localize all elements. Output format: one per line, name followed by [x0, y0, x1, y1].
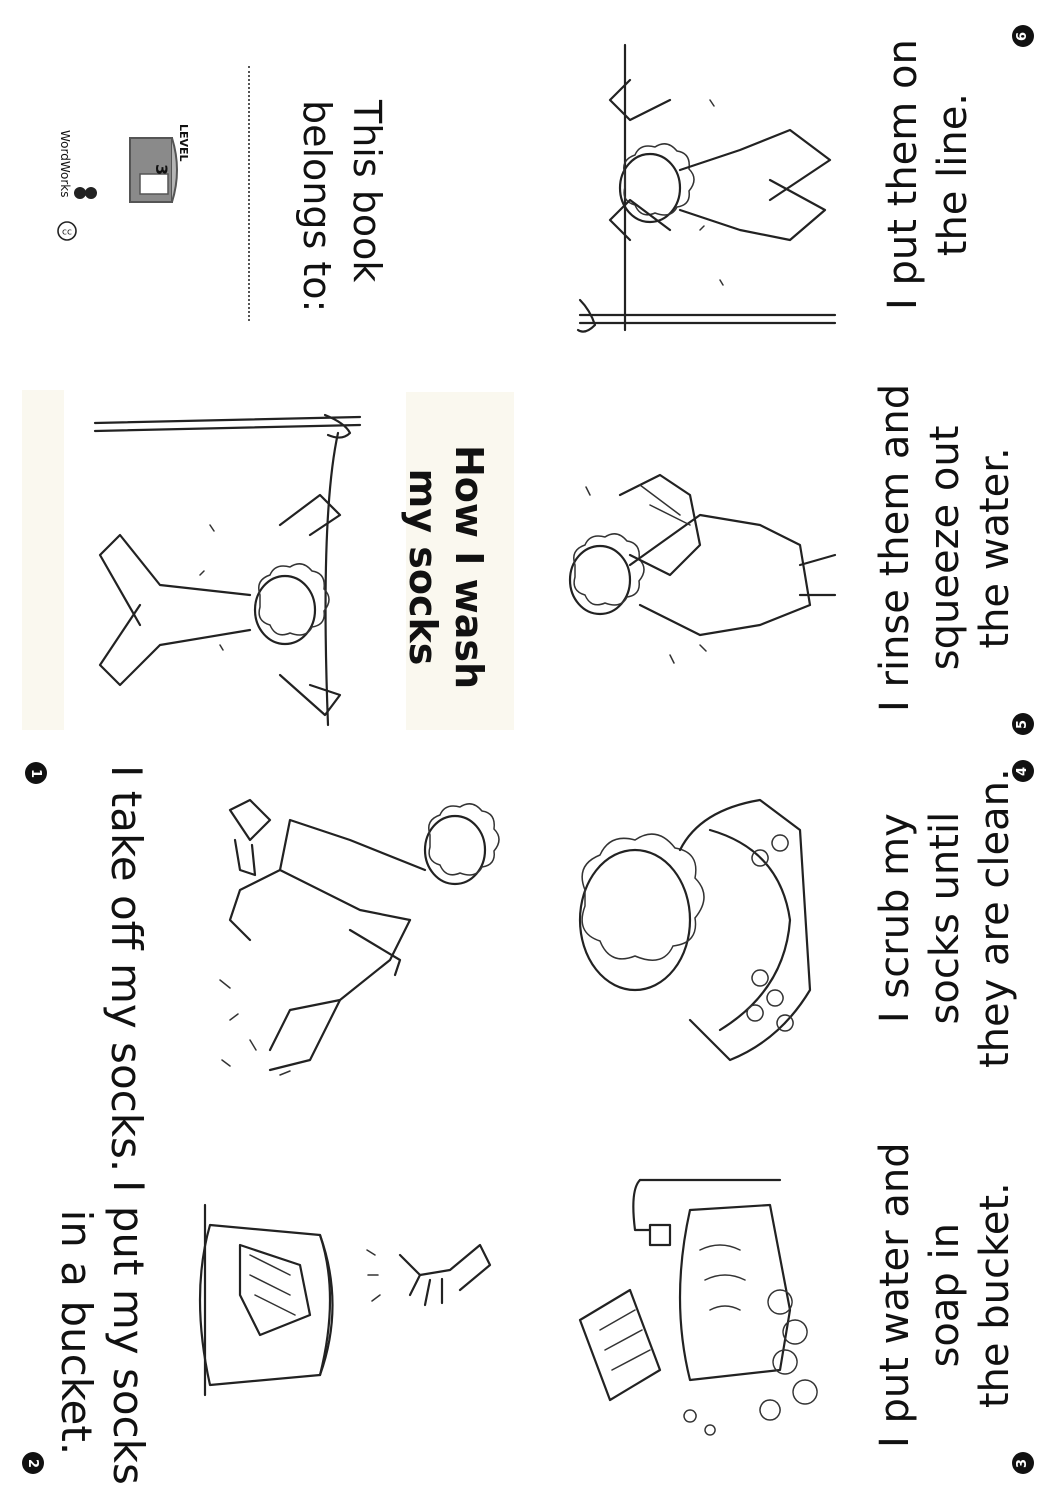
page-number-3: 3: [1012, 1452, 1034, 1474]
person-scrubbing-socks-illustration: [560, 790, 830, 1070]
page-3-line-3: the bucket.: [972, 1182, 1018, 1409]
level-label: LEVEL: [177, 124, 190, 162]
page-number-6: 6: [1012, 25, 1034, 47]
page-3-line-2: soap in: [922, 1223, 968, 1368]
belongs-line-2: belongs to:: [295, 100, 339, 313]
page-number-5: 5: [1012, 713, 1034, 735]
page-number-4: 4: [1012, 760, 1034, 782]
page-3-text: [870, 1142, 1020, 1448]
page-4-line-2: socks until: [922, 811, 968, 1025]
person-hanging-socks-illustration: [80, 395, 390, 735]
page-6-line-2: the line.: [930, 92, 976, 257]
belongs-line-1: This book: [345, 100, 389, 283]
page-4-text: [870, 768, 1020, 1068]
cc-license-icon: [56, 220, 78, 242]
page-5-line-3: the water.: [972, 447, 1018, 649]
page-1-text: [100, 765, 152, 1172]
person-wringing-socks-illustration: [560, 455, 840, 685]
person-taking-off-socks-illustration: [210, 780, 520, 1090]
page-6-line-1: I put them on: [880, 39, 926, 310]
page-5-line-1: I rinse them and: [872, 383, 918, 712]
person-pegging-socks-illustration: [570, 40, 850, 340]
page-number-2: 2: [22, 1452, 44, 1474]
belongs-to-panel: [0, 0, 529, 360]
page-6-text: [878, 39, 978, 310]
page-4-line-1: I scrub my: [872, 813, 918, 1024]
level-number: 3: [152, 164, 171, 176]
page-5-text: [870, 384, 1020, 712]
name-write-line: [248, 66, 250, 321]
brand-logo-text: WordWorks: [58, 130, 72, 198]
page-number-1: 1: [25, 762, 47, 784]
page-1-line-1: I take off my socks.: [102, 765, 151, 1173]
page-4-line-3: they are clean.: [972, 768, 1018, 1068]
cover-title-line-2: my socks: [401, 468, 445, 666]
page-3-line-1: I put water and: [872, 1142, 918, 1448]
page-2-text: [50, 1180, 154, 1485]
svg-text:cc: cc: [62, 227, 72, 238]
socks-in-bucket-illustration: [180, 1195, 510, 1425]
cover-title: [400, 445, 492, 689]
page-2-line-2: in a bucket.: [52, 1209, 101, 1456]
belongs-to-text: [292, 100, 392, 312]
page-5-line-2: squeeze out: [922, 425, 968, 671]
cover-bottom-band: [22, 390, 64, 730]
brand-logo-icon: [72, 180, 98, 206]
tap-filling-bucket-illustration: [570, 1170, 840, 1440]
cover-title-line-1: How I wash: [447, 445, 491, 690]
page-2-line-1: I put my socks: [104, 1180, 153, 1485]
